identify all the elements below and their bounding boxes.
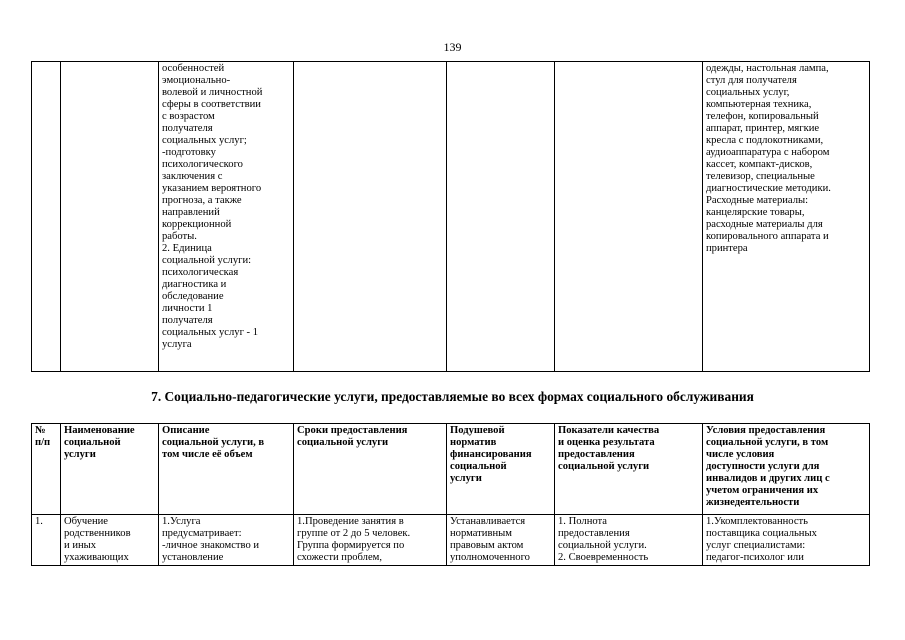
text-line: телефон, копировальный: [706, 111, 819, 122]
table-row: [32, 515, 870, 566]
text-line: Условия предоставления: [706, 425, 826, 436]
text-line: жизнедеятельности: [706, 497, 800, 508]
text-line: Сроки предоставления: [297, 425, 408, 436]
text-line: том числе её объем: [162, 449, 253, 460]
header-description: [159, 424, 294, 515]
text-line: кресла с подлокотниками,: [706, 135, 824, 146]
text-line: диагностические методики.: [706, 183, 831, 194]
text-line: особенностей: [162, 63, 225, 74]
text-line: принтера: [706, 243, 748, 254]
text-line: социальной услуги: [297, 437, 389, 448]
text-line: социальной услуги: [558, 461, 650, 472]
text-line: уполномоченного: [450, 552, 530, 563]
text-line: Наименование: [64, 425, 135, 436]
text-line: социальной услуги, в том: [706, 437, 829, 448]
text-line: социальной услуги.: [558, 540, 647, 551]
text-line: аппарат, принтер, мягкие: [706, 123, 820, 134]
text-line: получателя: [162, 315, 213, 326]
financing-cell: [447, 515, 555, 566]
text-line: 2. Своевременность: [558, 552, 649, 563]
text-line: -подготовку: [162, 147, 216, 158]
text-line: направлений: [162, 207, 220, 218]
text-line: диагностика и: [162, 279, 227, 290]
header-terms: [294, 424, 447, 515]
continued-services-table: [31, 61, 870, 372]
text-line: инвалидов и других лиц с: [706, 473, 830, 484]
text-line: аудиоаппаратура с набором: [706, 147, 830, 158]
text-line: финансирования: [450, 449, 532, 460]
text-line: учетом ограничения их: [706, 485, 819, 496]
header-financing: [447, 424, 555, 515]
text-line: социальных услуг,: [706, 87, 790, 98]
text-line: обследование: [162, 291, 224, 302]
text-line: норматив: [450, 437, 497, 448]
text-line: -личное знакомство и: [162, 540, 260, 551]
text-line: с возрастом: [162, 111, 215, 122]
header-service-name: [61, 424, 159, 515]
text-line: доступности услуги для: [706, 461, 820, 472]
text-line: работы.: [162, 231, 197, 242]
text-line: телевизор, специальные: [706, 171, 815, 182]
service-description-cell: [159, 62, 294, 372]
text-line: №: [35, 425, 46, 436]
header-number: [32, 424, 61, 515]
table-cell: [294, 62, 447, 372]
text-line: социальной: [64, 437, 121, 448]
text-line: указанием вероятного: [162, 183, 262, 194]
text-line: 1. Полнота: [558, 516, 607, 527]
header-quality: [555, 424, 703, 515]
service-name-cell: [61, 515, 159, 566]
text-line: Обучение: [64, 516, 109, 527]
text-line: 1.Укомплектованность: [706, 516, 808, 527]
text-line: социальной услуги:: [162, 255, 252, 266]
text-line: прогноза, а также: [162, 195, 242, 206]
text-line: эмоционально-: [162, 75, 231, 86]
text-line: Устанавливается: [450, 516, 526, 527]
text-line: Расходные материалы:: [706, 195, 809, 206]
quality-cell: [555, 515, 703, 566]
text-line: 1.Услуга: [162, 516, 201, 527]
text-line: схожести проблем,: [297, 552, 383, 563]
text-line: кассет, компакт-дисков,: [706, 159, 813, 170]
text-line: 1.: [35, 516, 43, 527]
text-line: копировального аппарата и: [706, 231, 829, 242]
table-cell: [447, 62, 555, 372]
text-line: услуг специалистами:: [706, 540, 806, 551]
text-line: заключения с: [162, 171, 223, 182]
text-line: стул для получателя: [706, 75, 797, 86]
text-line: группе от 2 до 5 человек.: [297, 528, 411, 539]
text-line: предусматривает:: [162, 528, 242, 539]
table-cell: [61, 62, 159, 372]
text-line: и иных: [64, 540, 97, 551]
text-line: ухаживающих: [64, 552, 129, 563]
header-conditions: [703, 424, 870, 515]
text-line: Группа формируется по: [297, 540, 405, 551]
text-line: педагог-психолог или: [706, 552, 804, 563]
text-line: социальной услуги, в: [162, 437, 265, 448]
text-line: психологическая: [162, 267, 239, 278]
section-heading: 7. Социально-педагогические услуги, предоставляемые во всех формах социального обслуживания: [151, 389, 754, 404]
conditions-cell: [703, 515, 870, 566]
table-row: [32, 62, 870, 372]
text-line: 1.Проведение занятия в: [297, 516, 404, 527]
text-line: предоставления: [558, 449, 635, 460]
text-line: компьютерная техника,: [706, 99, 812, 110]
row-number-cell: [32, 515, 61, 566]
text-line: получателя: [162, 123, 213, 134]
text-line: предоставления: [558, 528, 630, 539]
social-pedagogical-services-table: [31, 423, 870, 566]
text-line: волевой и личностной: [162, 87, 263, 98]
text-line: одежды, настольная лампа,: [706, 63, 829, 74]
text-line: социальных услуг;: [162, 135, 247, 146]
text-line: личности 1: [162, 303, 213, 314]
text-line: Показатели качества: [558, 425, 660, 436]
service-conditions-cell: [703, 62, 870, 372]
text-line: психологического: [162, 159, 243, 170]
text-line: 2. Единица: [162, 243, 212, 254]
text-line: установление: [162, 552, 224, 563]
page-number: 139: [443, 40, 462, 54]
text-line: нормативным: [450, 528, 512, 539]
text-line: Подушевой: [450, 425, 505, 436]
text-line: социальной: [450, 461, 507, 472]
text-line: и оценка результата: [558, 437, 655, 448]
text-line: расходные материалы для: [706, 219, 823, 230]
table-cell: [555, 62, 703, 372]
text-line: числе условия: [706, 449, 775, 460]
text-line: родственников: [64, 528, 131, 539]
text-line: сферы в соответствии: [162, 99, 261, 110]
text-line: поставщика социальных: [706, 528, 817, 539]
text-line: услуги: [64, 449, 96, 460]
text-line: правовым актом: [450, 540, 524, 551]
text-line: канцелярские товары,: [706, 207, 805, 218]
table-cell: [32, 62, 61, 372]
text-line: коррекционной: [162, 219, 232, 230]
text-line: услуги: [450, 473, 482, 484]
table-header-row: [32, 424, 870, 515]
text-line: социальных услуг - 1: [162, 327, 259, 338]
text-line: услуга: [162, 339, 192, 350]
terms-cell: [294, 515, 447, 566]
text-line: п/п: [35, 437, 51, 448]
text-line: Описание: [162, 425, 210, 436]
description-cell: [159, 515, 294, 566]
